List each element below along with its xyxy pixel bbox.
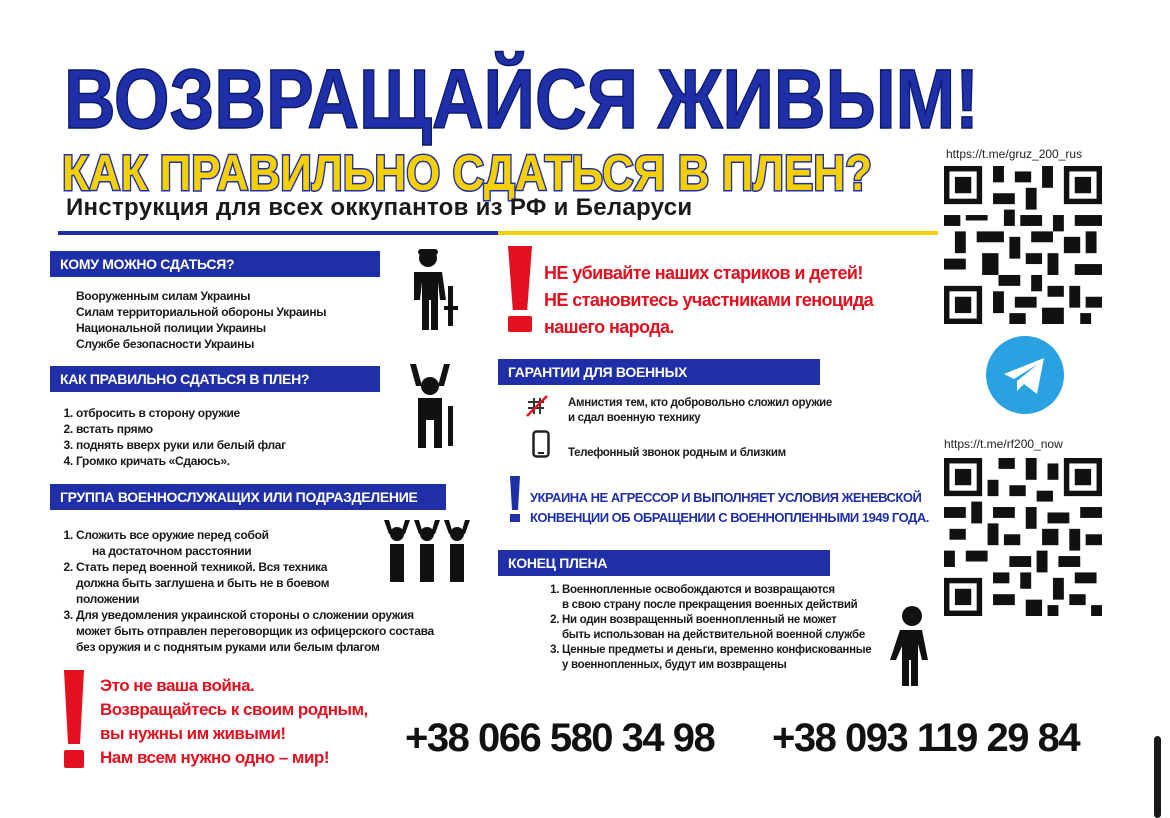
list-item-line: в свою страну после прекращения военных действий: [562, 599, 858, 611]
list-item: Силам территориальной обороны Украины: [76, 305, 327, 319]
warning-line: нашего народа.: [544, 317, 674, 337]
exclamation-icon: [508, 246, 532, 332]
list-item-line: без оружия и с поднятым руками или белым флагом: [76, 640, 380, 654]
geneva-text: [530, 488, 929, 528]
list-item-line: 2. Ни один возвращенный военнопленный не может: [562, 614, 837, 626]
subtitle-text: КАК ПРАВИЛЬНО СДАТЬСЯ В ПЛЕН?: [62, 145, 872, 201]
section-header-how: КАК ПРАВИЛЬНО СДАТЬСЯ В ПЛЕН?: [50, 366, 380, 392]
geneva-line: КОНВЕНЦИИ ОБ ОБРАЩЕНИИ С ВОЕННОПЛЕННЫМИ 1949 ГОДА.: [530, 510, 929, 525]
warning-top: [544, 260, 873, 341]
list-item: [76, 559, 434, 607]
qr-code-icon: [944, 458, 1102, 616]
list-item-line: 1. Военнопленные освобождаются и возвращаются: [562, 584, 835, 596]
phone-number-2[interactable]: +38 093 119 29 84: [772, 716, 1080, 760]
phone-call-text: Телефонный звонок родным и близким: [568, 447, 786, 459]
divider-yellow: [498, 231, 938, 235]
warning-line: Возвращайтесь к своим родным,: [100, 700, 368, 719]
qr1-link[interactable]: https://t.me/gruz_200_rus: [946, 147, 1083, 161]
telegram-plane-icon: [986, 336, 1064, 414]
list-item: Национальной полиции Украины: [76, 321, 266, 335]
group-list: [54, 527, 434, 655]
section-header-guarantees: ГАРАНТИИ ДЛЯ ВОЕННЫХ: [498, 359, 820, 385]
list-item-line: быть использован на действительной военной службе: [562, 629, 865, 641]
warning-line: НЕ убивайте наших стариков и детей!: [544, 263, 863, 283]
list-item: 3. поднять вверх руки или белый флаг: [76, 437, 286, 453]
amnesty-line: Амнистия тем, кто добровольно сложил оружие: [568, 397, 833, 409]
telegram-icon[interactable]: [986, 336, 1064, 414]
warning-line: НЕ становитесь участниками геноцида: [544, 290, 874, 310]
list-item-line: должна быть заглушена и быть не в боевом: [76, 576, 330, 590]
how-list: [54, 405, 286, 469]
list-item-line: положении: [76, 592, 140, 606]
list-item: [562, 613, 871, 643]
qr-code-icon: [944, 166, 1102, 324]
geneva-line: УКРАИНА НЕ АГРЕССОР И ВЫПОЛНЯЕТ УСЛОВИЯ ЖЕНЕВСКОЙ: [530, 490, 922, 505]
list-item-line: 3. Для уведомления украинской стороны о сложении оружия: [76, 608, 414, 622]
list-item: Вооруженным силам Украины: [76, 289, 251, 303]
warning-line: Это не ваша война.: [100, 676, 255, 695]
amnesty-line: и сдал военную технику: [568, 412, 701, 424]
list-item-line: у военнопленных, будут им возвращены: [562, 659, 787, 671]
end-list: [540, 583, 871, 673]
warning-line: вы нужны им живыми!: [100, 724, 286, 743]
amnesty-text: [568, 396, 832, 426]
main-title: [64, 52, 984, 146]
exclamation-icon: [64, 670, 84, 768]
exclamation-icon: [510, 476, 520, 510]
divider-blue: [58, 231, 498, 235]
who-list: [76, 288, 326, 352]
section-header-group: ГРУППА ВОЕННОСЛУЖАЩИХ ИЛИ ПОДРАЗДЕЛЕНИЕ: [50, 484, 446, 510]
list-item: 1. отбросить в сторону оружие: [76, 405, 286, 421]
list-item: 4. Громко кричать «Сдаюсь».: [76, 453, 286, 469]
list-item-line: 3. Ценные предметы и деньги, временно конфискованные: [562, 644, 872, 656]
section-header-who: КОМУ МОЖНО СДАТЬСЯ?: [50, 251, 380, 277]
list-item: [562, 583, 871, 613]
list-item-line: 1. Сложить все оружие перед собой: [76, 528, 269, 542]
list-item: Службе безопасности Украины: [76, 337, 255, 351]
prisoner-icon: [890, 602, 940, 688]
list-item-line: на достаточном расстоянии: [92, 544, 252, 558]
instruction-line: Инструкция для всех оккупантов из РФ и Беларуси: [66, 194, 693, 221]
scrollbar-thumb[interactable]: [1154, 736, 1161, 818]
surrender-icon: [404, 364, 466, 450]
list-item-line: может быть отправлен переговорщик из офицерского состава: [76, 624, 434, 638]
list-item-line: 2. Стать перед военной техникой. Вся техника: [76, 560, 328, 574]
phone-icon: [532, 430, 550, 458]
section-header-end: КОНЕЦ ПЛЕНА: [498, 550, 830, 576]
list-item: 2. встать прямо: [76, 421, 286, 437]
list-item: [76, 607, 434, 655]
subtitle: [62, 142, 882, 202]
warning-bottom: [100, 674, 368, 770]
phone-number-1[interactable]: +38 066 580 34 98: [405, 716, 715, 760]
group-surrender-icon: [382, 520, 472, 582]
list-item: [562, 643, 871, 673]
exclamation-icon-dot: [510, 514, 520, 522]
crossed-gun-icon: [525, 394, 549, 418]
list-item: [76, 527, 434, 559]
qr2-link[interactable]: https://t.me/rf200_now: [944, 437, 1063, 451]
warning-line: Нам всем нужно одно – мир!: [100, 748, 329, 767]
soldier-icon: [402, 246, 464, 332]
main-title-text: ВОЗВРАЩАЙСЯ ЖИВЫМ!: [64, 52, 979, 146]
